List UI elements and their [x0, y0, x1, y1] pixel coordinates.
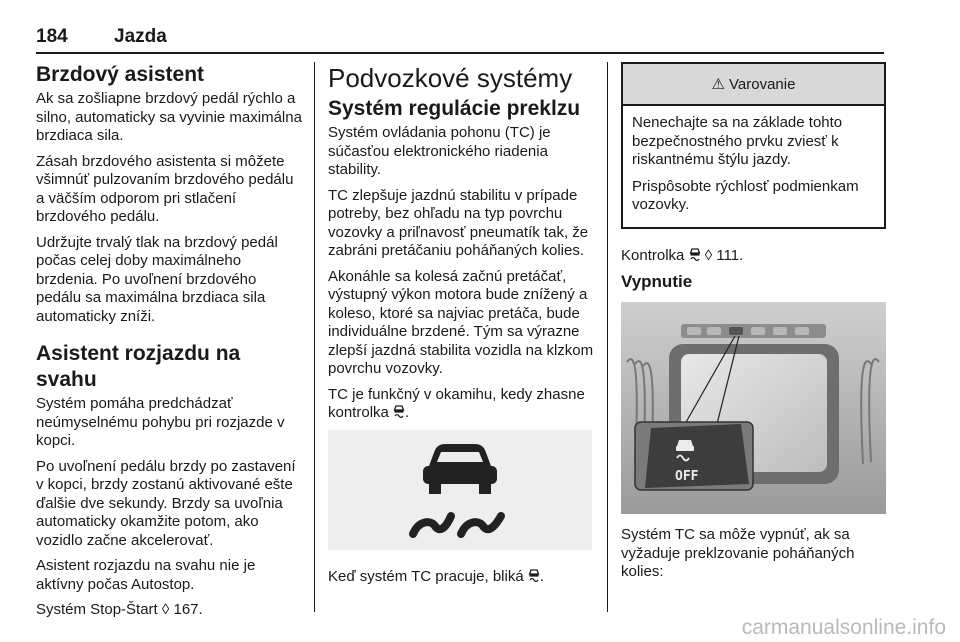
indicator-reference — [621, 247, 886, 266]
ref-text: Systém Stop-Štart — [36, 601, 158, 618]
paragraph: Zásah brzdového asistenta si môžete všimnúť pulzovaním brzdového pedálu a väčším odporom pri stlačení brzdového pedálu. — [36, 152, 294, 225]
paragraph: Akonáhle sa kolesá začnú pretáčať, výstupný výkon motora bude znížený a koleso, ktoré sa najviac pretáča, bude individuálne brzdené. Tým sa výrazne zlepší jazdná stabilita vozidla na klzkom povrchu vozovky. — [328, 267, 594, 377]
section-title-traction-control: Systém regulácie preklzu — [328, 97, 581, 120]
column-middle — [328, 62, 596, 593]
caption-text: Keď systém TC pracuje, bliká — [328, 567, 524, 585]
switch-off-title: Vypnutie — [621, 272, 693, 291]
ref-page: 167. — [173, 601, 203, 618]
paragraph: Systém ovládania pohonu (TC) je súčasťou elektronického riadenia stability. — [328, 124, 551, 178]
warning-paragraph: Nenechajte sa na základe tohto bezpečnostného prvku zviesť k riskantnému štýlu jazdy. — [632, 114, 843, 168]
column-divider-2 — [607, 62, 608, 612]
warning-title: Varovanie — [729, 75, 796, 93]
traction-control-icon — [689, 248, 701, 262]
paragraph: Po uvoľnení pedálu brzdy po zastavení v kopci, brzdy zostanú aktivované ešte ďalšie dve sekundy. Brzdy sa uvoľnia automaticky okamžite potom, ako vozidlo začne akcelerovať. — [36, 457, 296, 549]
section-title-hill-start: Asistent rozjazdu na svahu — [36, 342, 241, 391]
paragraph: Udržujte trvalý tlak na brzdový pedál počas celej doby maximálneho brzdenia. Po uvoľnení brzdového pedálu sa maximálna brzdiaca sila automaticky zníži. — [36, 233, 278, 325]
paragraph: Asistent rozjazdu na svahu nie je aktívny počas Autostop. — [36, 557, 256, 593]
column-divider-1 — [314, 62, 315, 612]
paragraph — [328, 386, 596, 423]
section-title-brake-assist: Brzdový asistent — [36, 63, 205, 86]
indicator-arrow-icon: ◊ — [704, 246, 713, 264]
page-number: 184 — [36, 26, 68, 47]
column-left — [36, 62, 304, 627]
paragraph: TC zlepšuje jazdnú stabilitu v prípade potreby, bez ohľadu na typ povrchu vozovky a priľnavosť pneumatík tak, že zabráni pretáčaniu poháňaných kolies. — [328, 186, 589, 259]
warning-box — [621, 62, 886, 229]
lamp-end: . — [405, 404, 410, 421]
traction-control-icon — [528, 569, 540, 583]
indicator-text: Kontrolka — [621, 246, 685, 264]
column-right — [621, 62, 886, 589]
warning-paragraph: Prispôsobte rýchlosť podmienkam vozovky. — [632, 177, 859, 213]
traction-control-symbol-figure — [328, 430, 592, 550]
dashboard-photo — [621, 302, 886, 514]
header-rule — [36, 52, 884, 54]
chapter-title: Jazda — [114, 26, 167, 47]
paragraph: Systém TC sa môže vypnúť, ak sa vyžaduje preklzovanie poháňaných kolies: — [621, 526, 855, 580]
warning-icon: ⚠ — [711, 76, 725, 93]
indicator-page: 111. — [716, 246, 744, 264]
page-header — [36, 26, 884, 52]
paragraph: Systém pomáha predchádzať neúmyselnému pohybu pri rozjazde v kopci. — [36, 395, 285, 449]
warning-body — [623, 106, 884, 227]
figure-caption — [328, 568, 596, 587]
warning-header — [623, 64, 884, 106]
off-label: OFF — [675, 469, 699, 484]
chapter-section-title: Podvozkové systémy — [328, 63, 573, 93]
traction-control-icon — [393, 405, 405, 419]
ref-arrow-icon: ◊ — [161, 601, 170, 618]
paragraph: Ak sa zošliapne brzdový pedál rýchlo a silno, automaticky sa vyvinie maximálna brzdiaca sila. — [36, 90, 302, 144]
lamp-text: TC je funkčný v okamihu, kedy zhasne kontrolka — [328, 385, 585, 421]
cross-reference — [36, 601, 304, 620]
caption-end: . — [539, 567, 545, 585]
traction-control-large-icon — [405, 440, 515, 540]
watermark: carmanualsonline.info — [741, 616, 946, 639]
